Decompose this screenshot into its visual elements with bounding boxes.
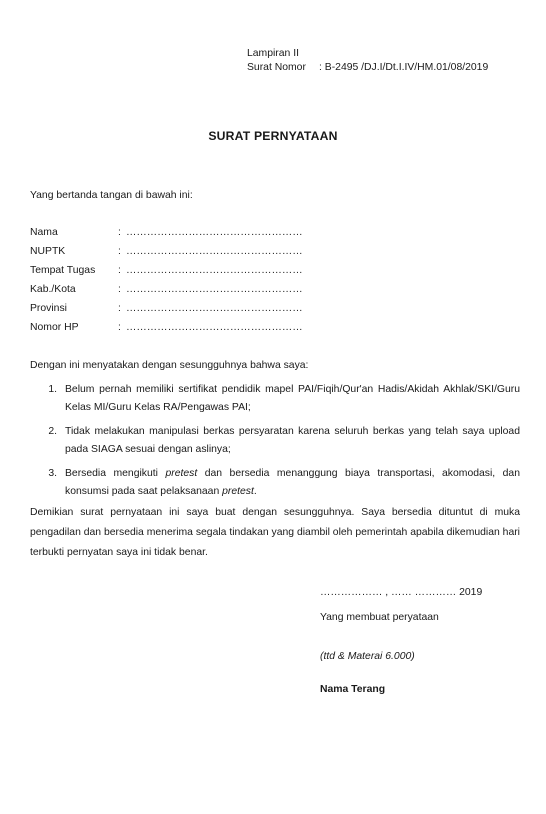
- letter-number-label: Surat Nomor: [247, 62, 306, 73]
- signature-stamp-note: (ttd & Materai 6.000): [320, 651, 415, 662]
- list-number: 3.: [48, 468, 57, 479]
- field-label: Kab./Kota: [30, 284, 76, 295]
- field-blank: ……………………………………………: [126, 265, 303, 276]
- field-blank: ……………………………………………: [126, 322, 303, 333]
- signature-maker-label: Yang membuat peryataan: [320, 612, 439, 623]
- letter-number-row: [247, 61, 488, 75]
- field-row: [30, 299, 303, 318]
- field-separator: :: [118, 227, 121, 238]
- field-row: [30, 242, 303, 261]
- field-row: [30, 318, 303, 337]
- statement-intro: Dengan ini menyatakan dengan sesungguhnya bahwa saya:: [30, 360, 309, 371]
- attachment-reference: [247, 47, 488, 75]
- closing-paragraph: Demikian surat pernyataan ini saya buat dengan sesungguhnya. Saya bersedia dituntut di muka pengadilan dan bersedia menerima segala tindakan yang diambil oleh pemerintah apabila dikemudian hari terbukti pernyatan saya ini tidak benar.: [30, 507, 520, 558]
- list-item: [30, 465, 520, 501]
- list-text-part: dan bersedia menanggung biaya transportasi, akomodasi, dan konsumsi pada saat pelaksanaan: [65, 468, 520, 497]
- field-blank: ……………………………………………: [126, 246, 303, 257]
- field-row: [30, 280, 303, 299]
- list-text: [65, 465, 520, 501]
- field-blank: ……………………………………………: [126, 284, 303, 295]
- field-separator: :: [118, 284, 121, 295]
- letter-number-value: : B-2495 /DJ.I/Dt.I.IV/HM.01/08/2019: [319, 62, 489, 73]
- field-separator: :: [118, 322, 121, 333]
- list-text: Belum pernah memiliki sertifikat pendidik mapel PAI/Fiqih/Qur'an Hadis/Akidah Akhlak/SKI/Guru Kelas MI/Guru Kelas RA/Pengawas PAI;: [65, 384, 520, 413]
- document-title: SURAT PERNYATAAN: [208, 129, 338, 143]
- field-separator: :: [118, 303, 121, 314]
- list-text-part: Bersedia mengikuti: [65, 468, 166, 479]
- signature-date: ……………… , …… ………… 2019: [320, 587, 483, 598]
- field-separator: :: [118, 265, 121, 276]
- intro-text: Yang bertanda tangan di bawah ini:: [30, 190, 193, 201]
- field-label: Tempat Tugas: [30, 265, 96, 276]
- list-text: Tidak melakukan manipulasi berkas persyaratan karena seluruh berkas yang telah saya upload pada SIAGA sesuai dengan aslinya;: [65, 426, 520, 455]
- field-row: [30, 223, 303, 242]
- identity-fields: [30, 223, 303, 337]
- field-label: Nama: [30, 227, 58, 238]
- signature-name: Nama Terang: [320, 684, 386, 695]
- list-text-part: .: [253, 486, 257, 497]
- list-number: 1.: [48, 384, 57, 395]
- list-text-emphasis: pretest: [222, 486, 254, 497]
- list-text-emphasis: pretest: [165, 468, 198, 479]
- lampiran-label: Lampiran II: [247, 48, 299, 59]
- statement-list: [30, 381, 520, 507]
- field-separator: :: [118, 246, 121, 257]
- field-label: Nomor HP: [30, 322, 79, 333]
- field-blank: ……………………………………………: [126, 227, 303, 238]
- list-number: 2.: [48, 426, 57, 437]
- field-row: [30, 261, 303, 280]
- list-item: [30, 423, 520, 459]
- list-item: [30, 381, 520, 417]
- field-label: Provinsi: [30, 303, 67, 314]
- field-label: NUPTK: [30, 246, 66, 257]
- field-blank: ……………………………………………: [126, 303, 303, 314]
